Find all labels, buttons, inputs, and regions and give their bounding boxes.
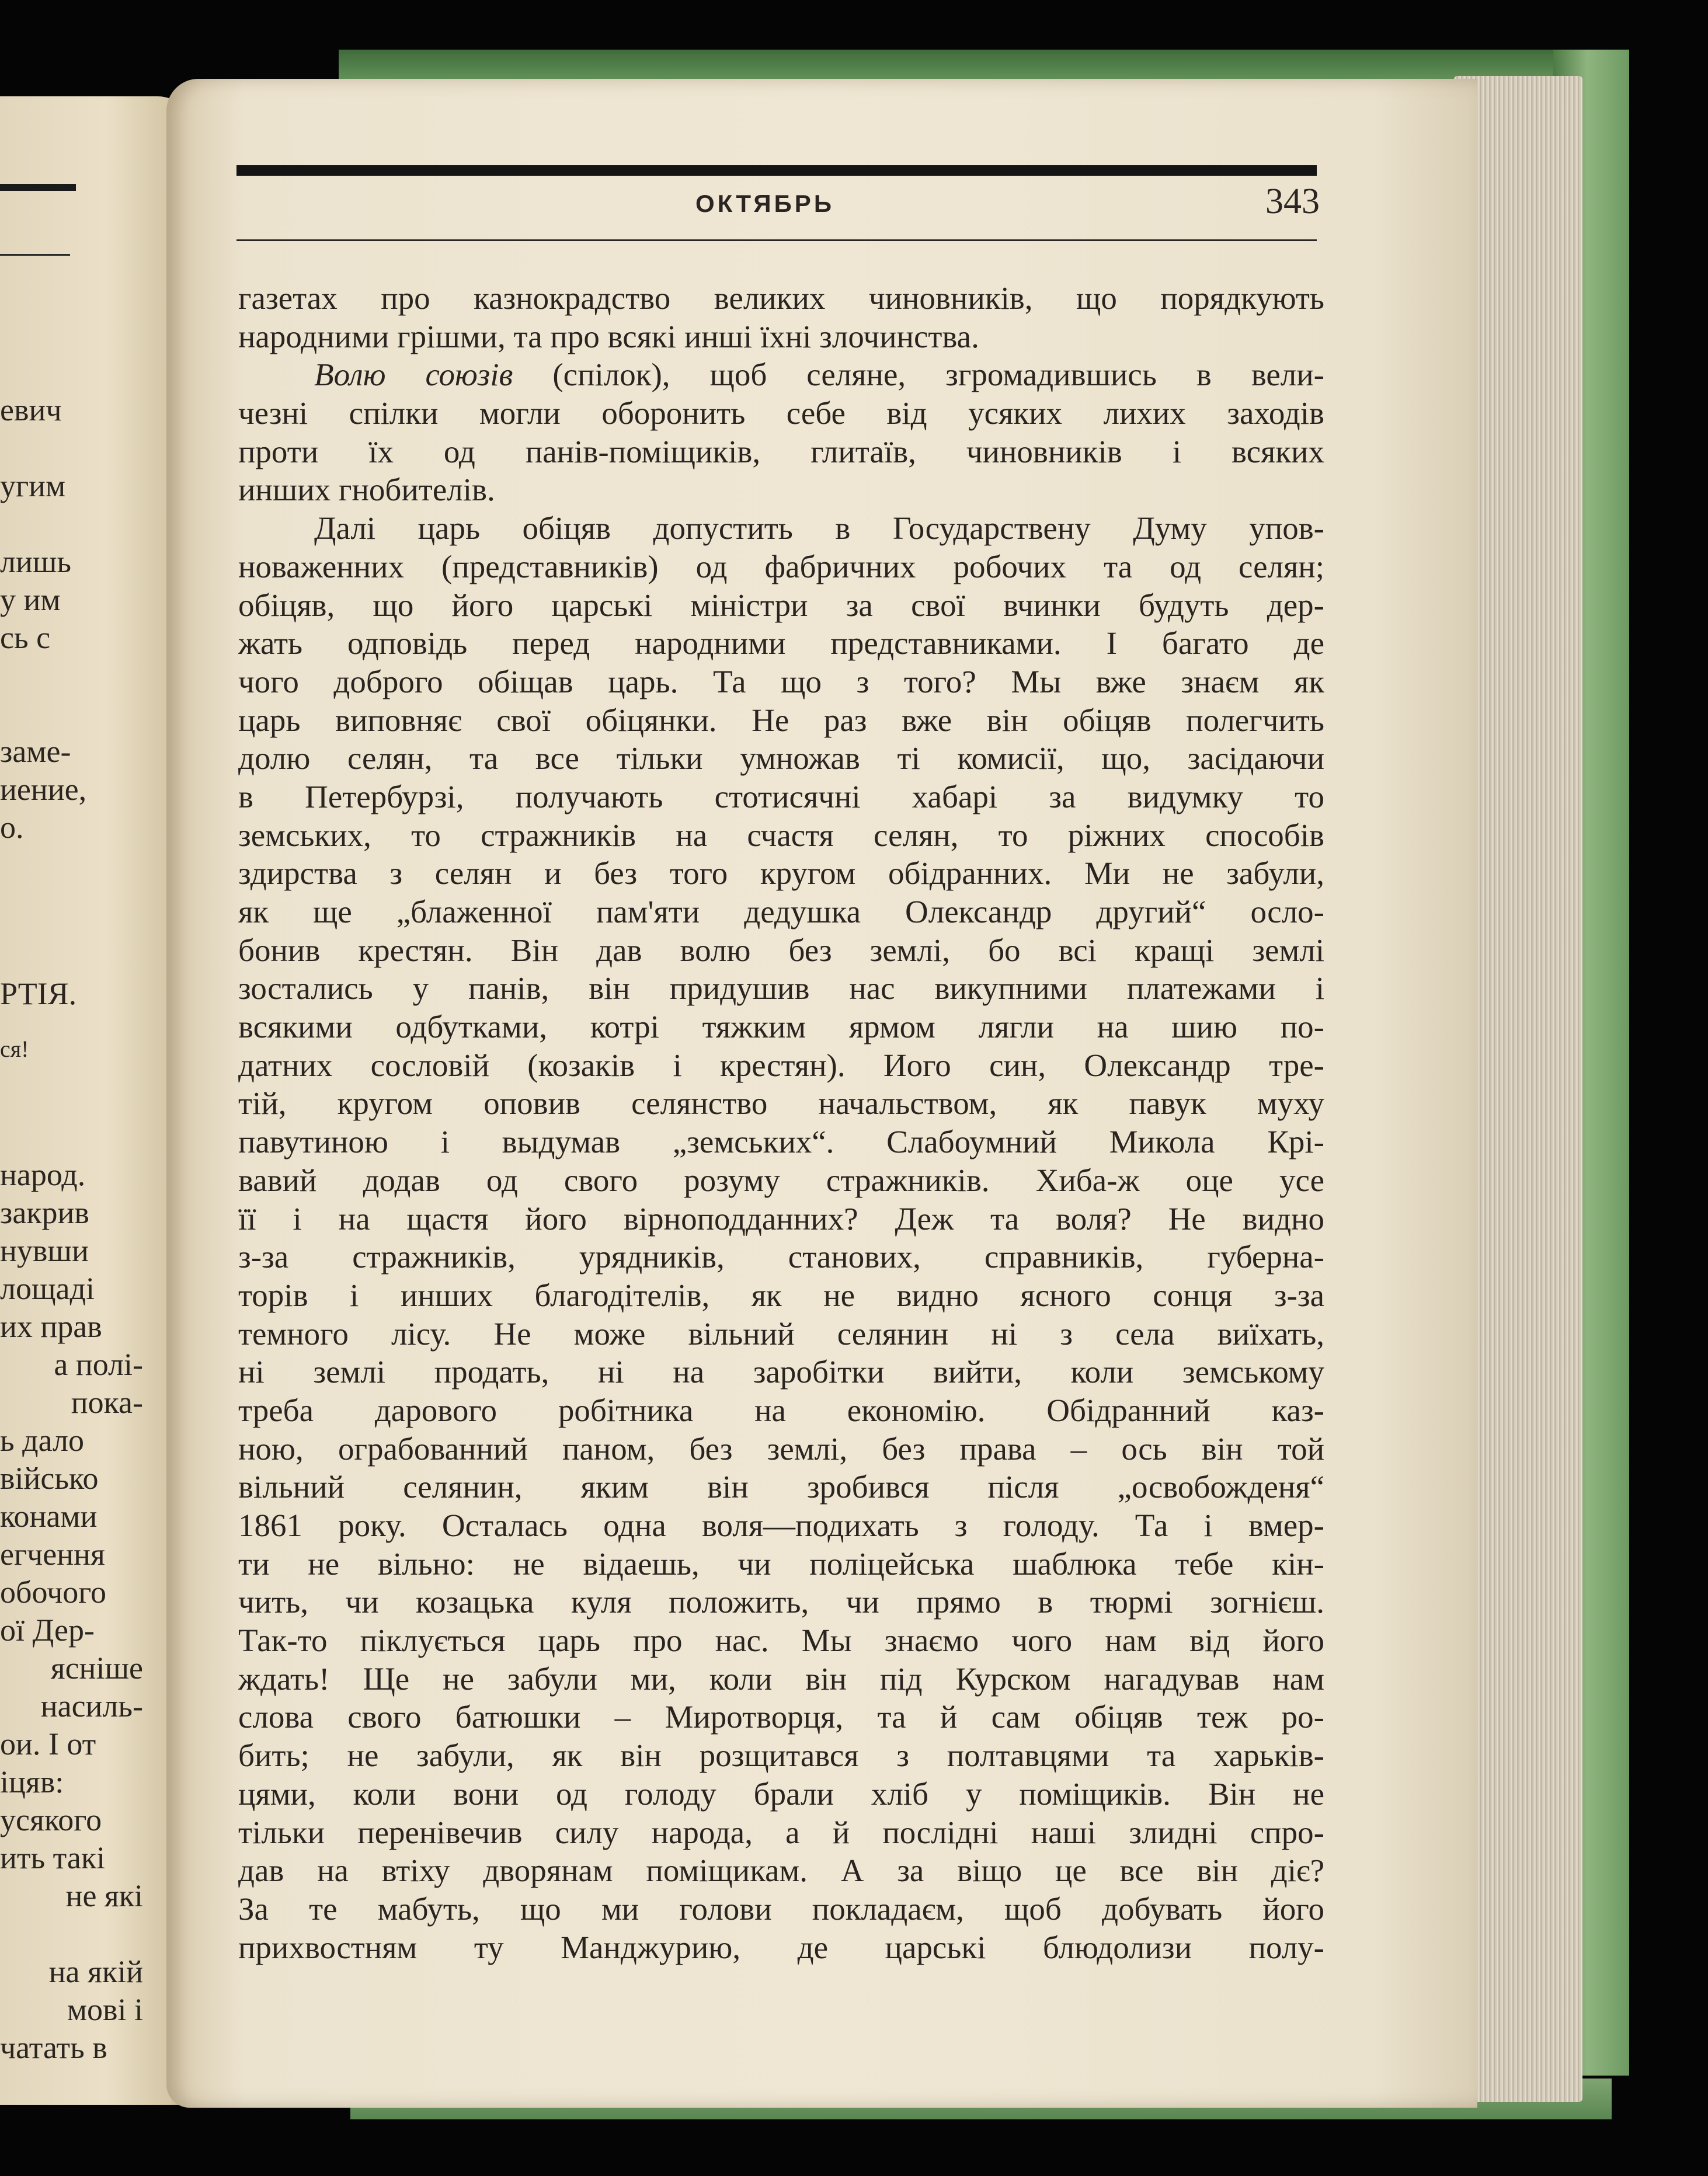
left-line: закрив bbox=[0, 1195, 89, 1230]
text-line: зостались у панів, він придушив нас викупними платежами і bbox=[238, 970, 1324, 1007]
text-line: торів і инших благодітелів, як не видно ясного сонця з-за bbox=[238, 1277, 1324, 1313]
left-line: на якій bbox=[48, 1954, 143, 1989]
left-facing-page bbox=[0, 96, 193, 2105]
text-line: царь виповняє свої обіцянки. Не раз вже він обіцяв полегчить bbox=[238, 702, 1324, 738]
left-line: мові і bbox=[67, 1992, 143, 2027]
left-line: лощаді bbox=[0, 1271, 95, 1306]
text-line-rest: (спілок), щоб селяне, згромадившись в вели- bbox=[552, 357, 1324, 393]
text-line: обіцяв, що його царські міністри за свої вчинки будуть дер- bbox=[238, 587, 1324, 623]
text-line: Так-то піклується царь про нас. Мы знаємо чого нам від його bbox=[238, 1623, 1324, 1659]
left-line: у им bbox=[0, 582, 61, 617]
text-line: всякими одбутками, котрі тяжким ярмом лягли на шию по- bbox=[238, 1009, 1324, 1045]
text-line: прихвостням ту Манджурию, де царські блюдолизи полу- bbox=[238, 1929, 1324, 1965]
text-line: земських, то стражників на счастя селян, то ріжних способів bbox=[238, 817, 1324, 853]
text-line: дав на втіху дворянам поміщикам. А за віщо це все він діє? bbox=[238, 1853, 1324, 1889]
text-line: ти не вільно: не відаешь, чи поліцейська шаблюка тебе кін- bbox=[238, 1545, 1324, 1582]
text-line: ні землі продать, ні на заробітки вийти, коли земському bbox=[238, 1354, 1324, 1390]
text-line: вавий додав од свого розуму стражників. Хиба-ж оце усе bbox=[238, 1162, 1324, 1198]
text-line: 1861 року. Осталась одна воля—подихать з голоду. Та і вмер- bbox=[238, 1507, 1324, 1543]
text-line: народними грішми, та про всякі инші їхні злочинства. bbox=[238, 318, 979, 354]
text-line: долю селян, та все тільки умножав ті комисії, що, засідаючи bbox=[238, 740, 1324, 777]
text-line bbox=[238, 356, 1324, 394]
text-line: тільки перенівечив силу народа, а й послідні наші злидні спро- bbox=[238, 1814, 1324, 1850]
text-line: здирства з селян и без того кругом обідранних. Ми не забули, bbox=[238, 855, 1324, 892]
left-line: військо bbox=[0, 1461, 99, 1496]
text-line: слова свого батюшки – Миротворця, та й сам обіцяв теж ро- bbox=[238, 1699, 1324, 1735]
text-line: з-за стражників, урядників, станових, справників, губерна- bbox=[238, 1239, 1324, 1275]
left-line: евич bbox=[0, 392, 62, 427]
text-line: бонив крестян. Він дав волю без землі, бо всі кращі землі bbox=[238, 932, 1324, 968]
text-line: чезні спілки могли оборонить себе від усяких лихих заходів bbox=[238, 395, 1324, 431]
left-line: ои. І от bbox=[0, 1726, 96, 1761]
left-line: иение, bbox=[0, 772, 87, 807]
text-line: чить, чи козацька куля положить, чи прямо в тюрмі зогнієш. bbox=[238, 1584, 1324, 1620]
text-line: Далі царь обіцяв допустить в Государствену Думу упов- bbox=[314, 510, 1324, 546]
left-line: не які bbox=[65, 1878, 143, 1913]
left-line: народ. bbox=[0, 1157, 86, 1192]
text-line: бить; не забули, як він розщитався з полтавцями та харьків- bbox=[238, 1738, 1324, 1774]
header-thick-rule bbox=[236, 165, 1317, 176]
left-line: насиль- bbox=[40, 1688, 143, 1724]
left-line: ь дало bbox=[0, 1423, 84, 1458]
italic-phrase: Волю союзів bbox=[314, 357, 513, 393]
left-line: ої Дер- bbox=[0, 1613, 95, 1648]
text-line: її і на щастя його вірноподданних? Деж та воля? Не видно bbox=[238, 1200, 1324, 1237]
left-line: конами bbox=[0, 1499, 98, 1534]
text-line: ждать! Ще не забули ми, коли він під Курском нагадував нам bbox=[238, 1660, 1324, 1697]
left-line: нувши bbox=[0, 1233, 89, 1268]
text-line: газетах про казнокрадство великих чиновників, що порядкують bbox=[238, 280, 1324, 316]
left-line: пока- bbox=[71, 1385, 143, 1420]
left-line: заме- bbox=[0, 734, 71, 769]
left-line: ся! bbox=[0, 1036, 29, 1062]
text-line: треба дарового робітника на економію. Обідранний каз- bbox=[238, 1392, 1324, 1428]
left-line: іцяв: bbox=[0, 1764, 64, 1799]
left-line: сь с bbox=[0, 620, 51, 655]
left-header-thin-rule bbox=[0, 254, 70, 256]
left-line: лишь bbox=[0, 544, 72, 579]
left-line: ить такі bbox=[0, 1840, 106, 1875]
text-line: в Петербурзі, получають стотисячні хабарі за видумку то bbox=[238, 778, 1324, 814]
left-header-rule bbox=[0, 184, 76, 191]
text-line: новаженних (представників) од фабричних робочих та од селян; bbox=[238, 548, 1324, 584]
page-number: 343 bbox=[1265, 182, 1320, 221]
text-line: За те мабуть, що ми голови покладаєм, щоб добувать його bbox=[238, 1890, 1324, 1927]
left-line: о. bbox=[0, 810, 24, 845]
left-line: РТІЯ. bbox=[0, 976, 77, 1011]
left-line: угим bbox=[0, 468, 66, 503]
text-line: як ще „блаженної пам'яти дедушка Олександр другий“ осло- bbox=[238, 894, 1324, 929]
left-line: их прав bbox=[0, 1309, 102, 1344]
text-line: павутиною і выдумав „земських“. Слабоумний Микола Крі- bbox=[238, 1124, 1324, 1160]
text-line: инших гнобителів. bbox=[238, 472, 495, 508]
text-line: ною, ограбованний паном, без землі, без права – ось він той bbox=[238, 1430, 1324, 1467]
left-line: чатать в bbox=[0, 2030, 107, 2065]
text-line: вільний селянин, яким він зробився після „освобожденя“ bbox=[238, 1469, 1324, 1505]
left-line: усякого bbox=[0, 1802, 102, 1837]
left-line: ясніше bbox=[50, 1651, 143, 1686]
body-text bbox=[238, 279, 1324, 1966]
text-line: проти їх од панів-поміщиків, глитаїв, чиновників і всяких bbox=[238, 433, 1324, 469]
header-thin-rule bbox=[236, 239, 1317, 241]
text-line: датних сословій (козаків і крестян). Иого син, Олександр тре- bbox=[238, 1047, 1324, 1083]
text-line: темного лісу. Не може вільний селянин ні з села виїхать, bbox=[238, 1315, 1324, 1352]
text-line: тій, кругом оповив селянство начальством, як павук муху bbox=[238, 1085, 1324, 1122]
left-line: егчення bbox=[0, 1537, 105, 1572]
text-line: цями, коли вони од голоду брали хліб у поміщиків. Він не bbox=[238, 1775, 1324, 1812]
text-line: жать одповідь перед народними представниками. І багато де bbox=[238, 625, 1324, 661]
left-line: а полі- bbox=[54, 1347, 143, 1382]
text-line: чого доброго обіщав царь. Та що з того? Мы вже знаєм як bbox=[238, 663, 1324, 699]
left-line: обочого bbox=[0, 1575, 107, 1610]
running-head: ОКТЯБРЬ bbox=[695, 190, 835, 217]
